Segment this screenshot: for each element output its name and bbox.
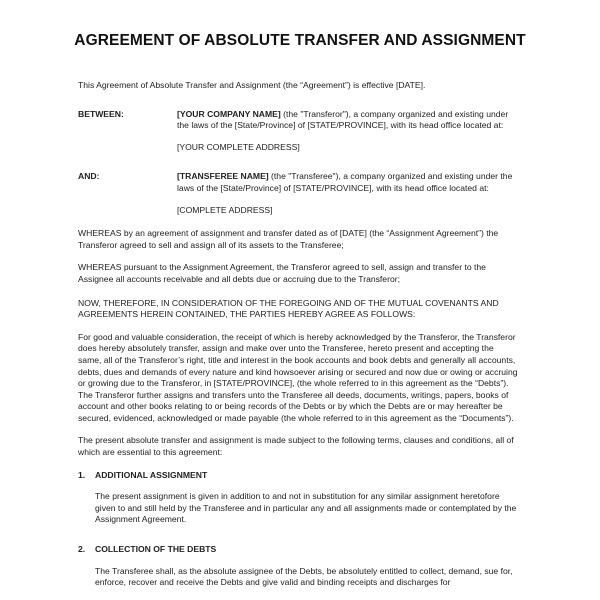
party-between bbox=[78, 109, 518, 154]
party-and bbox=[78, 171, 518, 216]
party-description-text: (the "Transferee"), a company organized and existing under the laws of the [State/Province] of [STATE/PROVINCE], with its head office located at: bbox=[177, 171, 513, 193]
subject-to-paragraph: The present absolute transfer and assignment is made subject to the following terms, clauses and conditions, all of which are essential to this agreement: bbox=[78, 435, 514, 458]
document-title: AGREEMENT OF ABSOLUTE TRANSFER AND ASSIGNMENT bbox=[74, 32, 526, 49]
section-number: 2. bbox=[78, 544, 86, 555]
party-description-text: (the "Transferor"), a company organized and existing under the laws of the [State/Province] of [STATE/PROVINCE], with its head office located at: bbox=[177, 108, 509, 131]
whereas-paragraph-2: WHEREAS pursuant to the Assignment Agreement, the Transferor agreed to sell, assign and transfer to the Assignee all accounts receivable and all debts due or accruing due to the Transferor; bbox=[78, 262, 486, 284]
section-collection-of-debts bbox=[78, 544, 518, 589]
party-body-and bbox=[177, 171, 518, 216]
section-body: The Transferee shall, as the absolute assignee of the Debts, be absolutely entitled to collect, demand, sue for, enforce, recover and receive the Debts and give valid and binding receipts and discharges for bbox=[95, 565, 513, 588]
section-body: The present assignment is given in addition to and not in substitution for any similar assignment heretofore given to and still held by the Transferee and in particular any and all assignments made or contemplated by the Assignment Agreement. bbox=[95, 491, 517, 525]
consideration-paragraph: For good and valuable consideration, the receipt of which is hereby acknowledged by the Transferor, the Transferor does hereby absolutely transfer, assign and make over unto the Transferee, hereto present and accepting the same, all of the Transferor’s right, title and interest in the book accounts and book debts and generally all accounts, debts, dues and demands of every nature and kind howsoever arising or secured and now due or owing or accruing or growing due to the Transferor, in [STATE/PROVINCE], (the whole referred to in this agreement as the “Debts”). The Transferor further assigns and transfers unto the Transferee all deeds, documents, writings, papers, books of account and other books relating to or being records of the Debts or by which the Debts are or may hereafter be secured, evidenced, acknowledged or made payable (the whole referred to in this agreement as the “Documents”). bbox=[78, 331, 518, 423]
section-heading bbox=[78, 544, 518, 556]
party-name: [TRANSFEREE NAME] bbox=[177, 171, 269, 182]
whereas-paragraph-1: WHEREAS by an agreement of assignment and transfer dated as of [DATE] (the “Assignment Agreement”) the Transferor agreed to sell and assign all of its assets to the Transferee; bbox=[78, 228, 499, 250]
party-address: [YOUR COMPLETE ADDRESS] bbox=[177, 141, 300, 152]
section-title: ADDITIONAL ASSIGNMENT bbox=[95, 469, 208, 480]
party-address: [COMPLETE ADDRESS] bbox=[177, 204, 273, 215]
party-description bbox=[177, 171, 518, 194]
section-title: COLLECTION OF THE DEBTS bbox=[95, 544, 217, 555]
section-number: 1. bbox=[78, 469, 86, 480]
party-body-between bbox=[177, 109, 518, 154]
section-additional-assignment bbox=[78, 470, 518, 526]
party-description bbox=[177, 109, 518, 132]
document-body bbox=[78, 80, 518, 600]
party-label-and: AND: bbox=[78, 171, 100, 182]
intro-paragraph: This Agreement of Absolute Transfer and Assignment (the “Agreement”) is effective [DATE]. bbox=[78, 80, 426, 90]
section-heading bbox=[78, 470, 518, 482]
party-name: [YOUR COMPANY NAME] bbox=[177, 108, 281, 119]
party-label-between: BETWEEN: bbox=[78, 108, 124, 119]
now-therefore-paragraph: NOW, THEREFORE, IN CONSIDERATION OF THE FOREGOING AND OF THE MUTUAL COVENANTS AND AGREEMENTS HEREIN CONTAINED, THE PARTIES HEREBY AGREE AS FOLLOWS: bbox=[78, 297, 499, 320]
